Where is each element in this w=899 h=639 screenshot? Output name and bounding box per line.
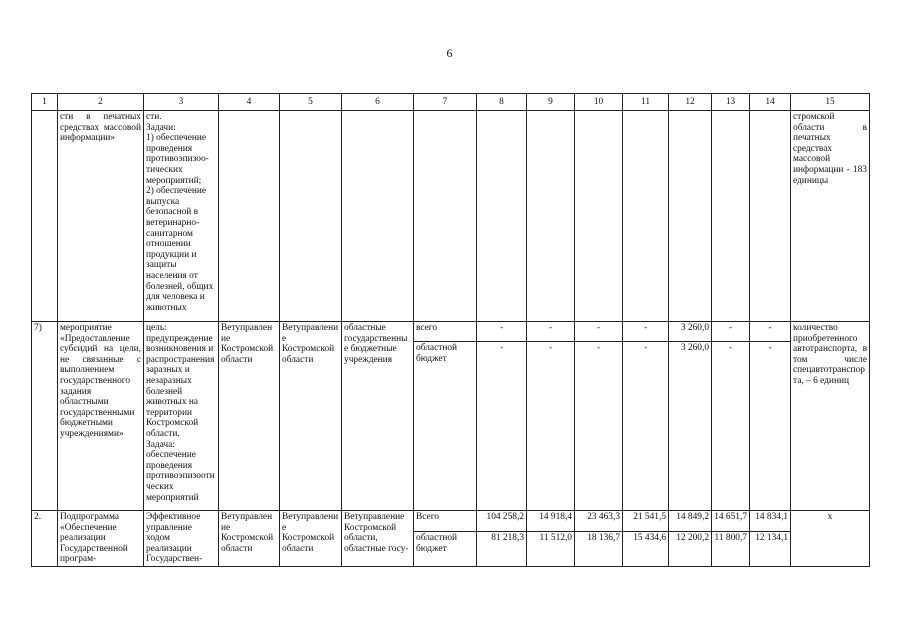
cell-v13 [712, 111, 750, 322]
cell-v10: - [575, 342, 623, 511]
header-cell: 2 [58, 94, 144, 111]
cell-result: стромской области в печатных средствах массовой информации - 183 единицы [791, 111, 870, 322]
cell-executor: Ветуправление Костромской области [219, 322, 280, 511]
cell-event-name: сти в печатных средствах массовой информации» [58, 111, 144, 322]
cell-v10 [575, 111, 623, 322]
cell-v11 [623, 111, 669, 322]
header-cell: 14 [750, 94, 791, 111]
cell-v10: 18 136,7 [575, 532, 623, 567]
header-cell: 10 [575, 94, 623, 111]
cell-executor: Ветуправление Костромской области [219, 511, 280, 567]
cell-num [32, 111, 58, 322]
cell-source: Всего [414, 511, 477, 532]
table-row-2-total [32, 511, 870, 532]
header-cell: 1 [32, 94, 58, 111]
cell-v11: - [623, 342, 669, 511]
cell-goal: Эффективное управление ходом реализации Государствен- [144, 511, 219, 567]
cell-participants [342, 111, 414, 322]
cell-v13: 11 800,7 [712, 532, 750, 567]
cell-coexecutor [280, 111, 342, 322]
header-cell: 8 [477, 94, 527, 111]
cell-v11: 15 434,6 [623, 532, 669, 567]
cell-v14: 14 834,1 [750, 511, 791, 532]
cell-num: 7) [32, 322, 58, 511]
cell-v9: - [527, 342, 575, 511]
cell-v12: 12 200,2 [669, 532, 712, 567]
cell-v9 [527, 111, 575, 322]
cell-result: х [791, 511, 870, 567]
cell-v12 [669, 111, 712, 322]
cell-num: 2. [32, 511, 58, 567]
program-table [31, 93, 870, 567]
cell-v11: - [623, 322, 669, 342]
header-cell: 13 [712, 94, 750, 111]
cell-v13: - [712, 342, 750, 511]
cell-source [414, 111, 477, 322]
cell-participants: областные государственные бюджетные учреждения [342, 322, 414, 511]
cell-v8: - [477, 342, 527, 511]
header-cell: 3 [144, 94, 219, 111]
header-cell: 9 [527, 94, 575, 111]
header-cell: 15 [791, 94, 870, 111]
header-cell: 7 [414, 94, 477, 111]
cell-v12: 3 260,0 [669, 342, 712, 511]
table-row-continuation [32, 111, 870, 322]
header-row [32, 94, 870, 111]
table-row-7-total [32, 322, 870, 342]
cell-v9: - [527, 322, 575, 342]
page-number: 6 [446, 46, 453, 60]
cell-event-name: мероприятие «Предоставление субсидий на цели, не связанные с выполнением государственного задания областными государственными бюджетными учреждениями» [58, 322, 144, 511]
cell-source: областной бюджет [414, 532, 477, 567]
cell-coexecutor: Ветуправление Костромской области [280, 511, 342, 567]
cell-v8: 104 258,2 [477, 511, 527, 532]
header-cell: 4 [219, 94, 280, 111]
cell-v14: - [750, 322, 791, 342]
cell-v9: 11 512,0 [527, 532, 575, 567]
cell-result: количество приобретенного автотранспорта, в том числе спецавтотранспорта, – 6 единиц [791, 322, 870, 511]
cell-v10: 23 463,3 [575, 511, 623, 532]
cell-event-name: Подпрограмма «Обеспечение реализации Государственной програм- [58, 511, 144, 567]
cell-v14 [750, 111, 791, 322]
header-cell: 11 [623, 94, 669, 111]
cell-v11: 21 541,5 [623, 511, 669, 532]
cell-v10: - [575, 322, 623, 342]
cell-executor [219, 111, 280, 322]
cell-coexecutor: Ветуправление Костромской области [280, 322, 342, 511]
cell-v13: - [712, 322, 750, 342]
cell-v12: 3 260,0 [669, 322, 712, 342]
cell-v12: 14 849,2 [669, 511, 712, 532]
cell-v8: 81 218,3 [477, 532, 527, 567]
cell-v8 [477, 111, 527, 322]
cell-goal: сти. Задачи: 1) обеспечение проведения противоэпизоо-тических мероприятий; 2) обеспечение выпуска безопасной в ветеринарно-санитарном отношении продукции и защиты населения от болезней, общих для человека и животных [144, 111, 219, 322]
cell-source: областной бюджет [414, 342, 477, 511]
cell-v8: - [477, 322, 527, 342]
header-cell: 6 [342, 94, 414, 111]
cell-goal: цель: предупреждение возникновения и распространения заразных и незаразных болезней животных на территории Костромской области. Задача: обеспечение проведения противоэпизоотических мероприятий [144, 322, 219, 511]
cell-source: всего [414, 322, 477, 342]
cell-v9: 14 918,4 [527, 511, 575, 532]
cell-v14: - [750, 342, 791, 511]
cell-participants: Ветуправление Костромской области, областные госу- [342, 511, 414, 567]
cell-v13: 14 651,7 [712, 511, 750, 532]
header-cell: 5 [280, 94, 342, 111]
header-cell: 12 [669, 94, 712, 111]
cell-v14: 12 134,1 [750, 532, 791, 567]
